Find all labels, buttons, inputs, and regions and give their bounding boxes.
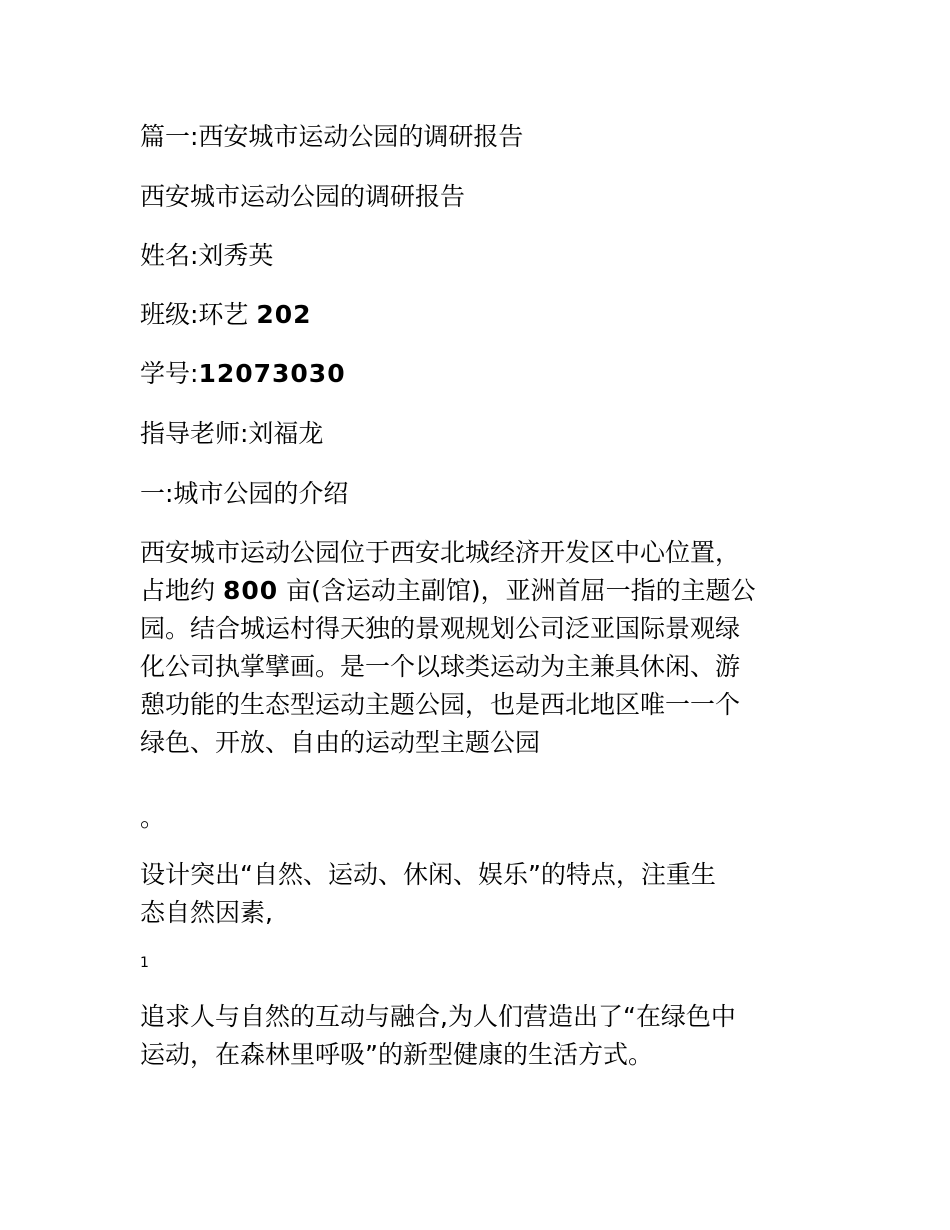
class-line: [140, 300, 312, 330]
area-value: 800: [222, 576, 279, 605]
class-label: 班级:环艺: [140, 300, 249, 329]
paragraph-line: 化公司执掌擘画。是一个以球类运动为主兼具休闲、游: [140, 652, 741, 681]
closing-paragraph: [140, 998, 805, 1074]
document-heading: 篇一:西安城市运动公园的调研报告: [140, 122, 524, 151]
paragraph-line: 态自然因素,: [140, 898, 273, 927]
paragraph-line: 追求人与自然的互动与融合,为人们营造出了“在绿色中: [140, 1002, 736, 1031]
student-id-line: [140, 359, 346, 389]
text-fragment: 亩(含运动主副馆)，亚洲首屈一指的主题公: [286, 576, 756, 605]
student-id-label: 学号:: [140, 359, 199, 388]
page-number: 1: [140, 955, 149, 971]
report-title: 西安城市运动公园的调研报告: [140, 182, 466, 211]
paragraph-line: 憩功能的生态型运动主题公园，也是西北地区唯一一个: [140, 690, 741, 719]
paragraph-line: [140, 572, 805, 610]
stray-period: 。: [140, 803, 166, 832]
advisor-line: 指导老师:刘福龙: [140, 419, 324, 448]
paragraph-line: 西安城市运动公园位于西安北城经济开发区中心位置，: [140, 538, 741, 567]
name-line: 姓名:刘秀英: [140, 241, 274, 270]
design-paragraph: [140, 856, 805, 932]
paragraph-line: 设计突出“自然、运动、休闲、娱乐”的特点，注重生: [140, 860, 716, 889]
text-fragment: 占地约: [140, 576, 216, 605]
paragraph-line: 园。结合城运村得天独的景观规划公司泛亚国际景观绿: [140, 614, 741, 643]
intro-paragraph: [140, 534, 805, 762]
student-id-value: 12073030: [198, 359, 346, 388]
class-value: 202: [256, 300, 312, 329]
section-heading: 一:城市公园的介绍: [140, 479, 349, 508]
paragraph-line: 绿色、开放、自由的运动型主题公园: [140, 728, 541, 757]
paragraph-line: 运动，在森林里呼吸”的新型健康的生活方式。: [140, 1040, 653, 1069]
